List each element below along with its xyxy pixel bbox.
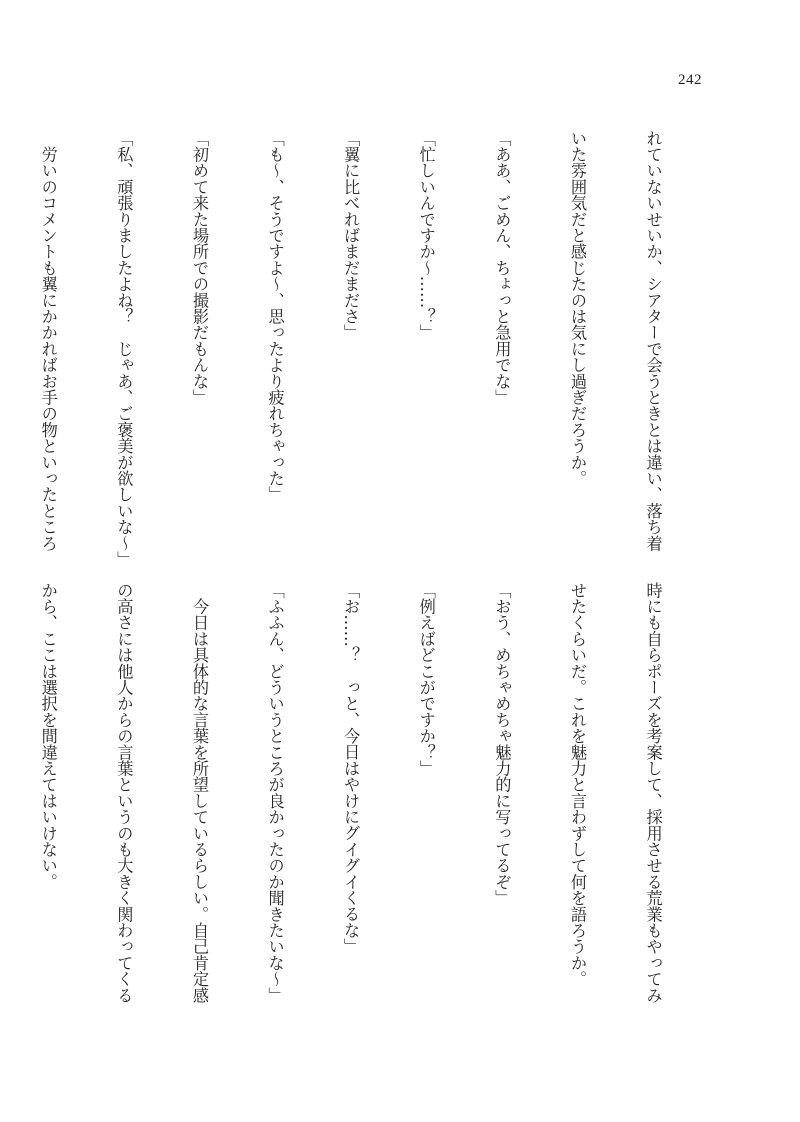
text-line: 「お……？ っと、今日はやけにグイグイくるな」 [341, 582, 361, 955]
text-line: 「翼に比べればまだまださ」 [341, 130, 361, 341]
text-line: 「例えばどこがですか？」 [416, 582, 436, 777]
text-line: 「私、頑張りましたよね？ じゃあ、ご褒美が欲しいな～」 [114, 130, 134, 568]
text-line: 労いのコメントも翼にかかればお手の物といったところ [38, 130, 58, 552]
page-number: 242 [678, 72, 702, 88]
text-line: せたくらいだ。これを魅力と言わずして何を語ろうか。 [567, 582, 587, 987]
upper-text-block [38, 130, 716, 568]
text-line: 時にも自らポーズを考案して、採用させる荒業もやってみ [643, 582, 663, 1004]
text-line: 「おう、めちゃめちゃ魅力的に写ってるぞ」 [492, 582, 512, 906]
text-line: 「ふふん、どういうところが良かったのか聞きたいな～」 [265, 582, 285, 1004]
text-line: 今日は具体的な言葉を所望しているらしい。自己肯定感 [189, 582, 209, 1004]
text-line: 「ああ、ごめん、ちょっと急用でな」 [492, 130, 512, 406]
text-line: 「も～、そうですよ～、思ったより疲れちゃった」 [265, 130, 285, 503]
text-line: いた雰囲気だと感じたのは気にし過ぎだろうか。 [567, 130, 587, 487]
text-line: 「忙しいんですか～……？」 [416, 130, 436, 341]
lower-text-block [38, 582, 716, 1004]
text-line: の高さには他人からの言葉というのも大きく関わってくる [114, 582, 134, 1004]
text-line: 「初めて来た場所での撮影だもんな」 [189, 130, 209, 406]
text-line: れていないせいか、シアターで会うときとは違い、落ち着 [643, 130, 663, 552]
text-line: から、ここは選択を間違えてはいけない。 [38, 582, 58, 890]
